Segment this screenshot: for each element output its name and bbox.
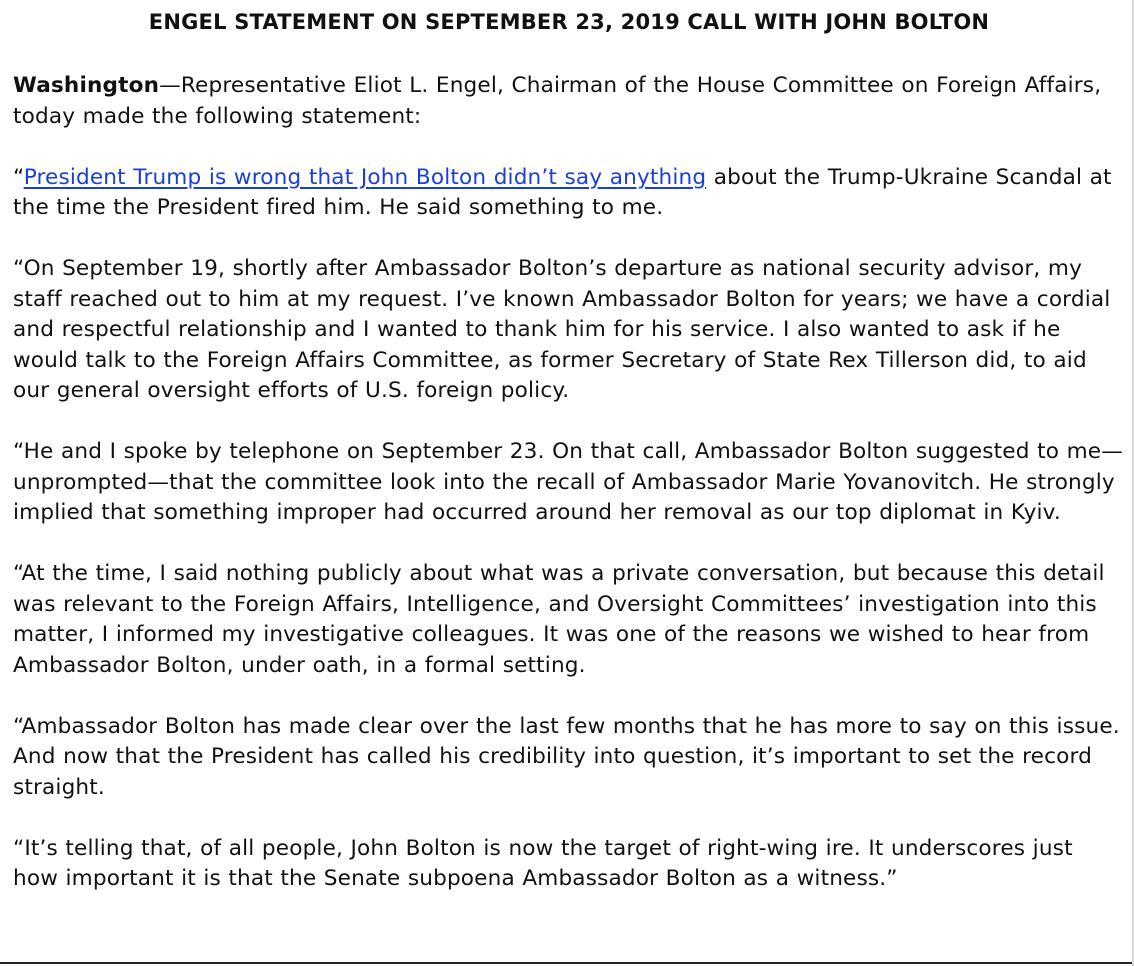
paragraph-4: “At the time, I said nothing publicly about what was a private conversation, but because this detail was relevant to the Foreign Affairs, Intelligence, and Oversight Committees’ investigation into this matter, I informed my investigative colleagues. It was one of the reasons we wished to hear from Ambassador Bolton, under oath, in a formal setting. [13, 561, 1105, 678]
paragraph-6: “It’s telling that, of all people, John Bolton is now the target of right-wing ire. It underscores just how important it is that the Senate subpoena Ambassador Bolton as a witness.” [13, 835, 1073, 891]
paragraph-1 [13, 163, 1125, 224]
statement-document [13, 0, 1125, 966]
dateline: Washington [13, 73, 160, 98]
paragraph-1-rest: about the Trump-Ukraine Scandal at the time the President fired him. He said something to me. [13, 164, 1112, 220]
intro-text: —Representative Eliot L. Engel, Chairman of the House Committee on Foreign Affairs, today made the following statement: [13, 73, 1102, 129]
trump-statement-link[interactable]: President Trump is wrong that John Bolton didn’t say anything [23, 164, 707, 190]
statement-title: ENGEL STATEMENT ON SEPTEMBER 23, 2019 CALL WITH JOHN BOLTON [148, 10, 990, 34]
paragraph-5: “Ambassador Bolton has made clear over the last few months that he has more to say on this issue. And now that the President has called his credibility into question, it’s important to set the record straight. [13, 713, 1120, 800]
paragraph-2: “On September 19, shortly after Ambassador Bolton’s departure as national security advisor, my staff reached out to him at my request. I’ve known Ambassador Bolton for years; we have a cordial and respectful relationship and I wanted to thank him for his service. I also wanted to ask if he would talk to the Foreign Affairs Committee, as former Secretary of State Rex Tillerson did, to aid our general oversight efforts of U.S. foreign policy. [13, 256, 1111, 403]
intro-paragraph [13, 71, 1125, 132]
paragraph-3: “He and I spoke by telephone on September 23. On that call, Ambassador Bolton suggested to me—unprompted—that the committee look into the recall of Ambassador Marie Yovanovitch. He strongly implied that something improper had occurred around her removal as our top diplomat in Kyiv. [13, 439, 1123, 525]
bottom-divider [0, 962, 1134, 964]
open-quote: “ [13, 164, 24, 190]
